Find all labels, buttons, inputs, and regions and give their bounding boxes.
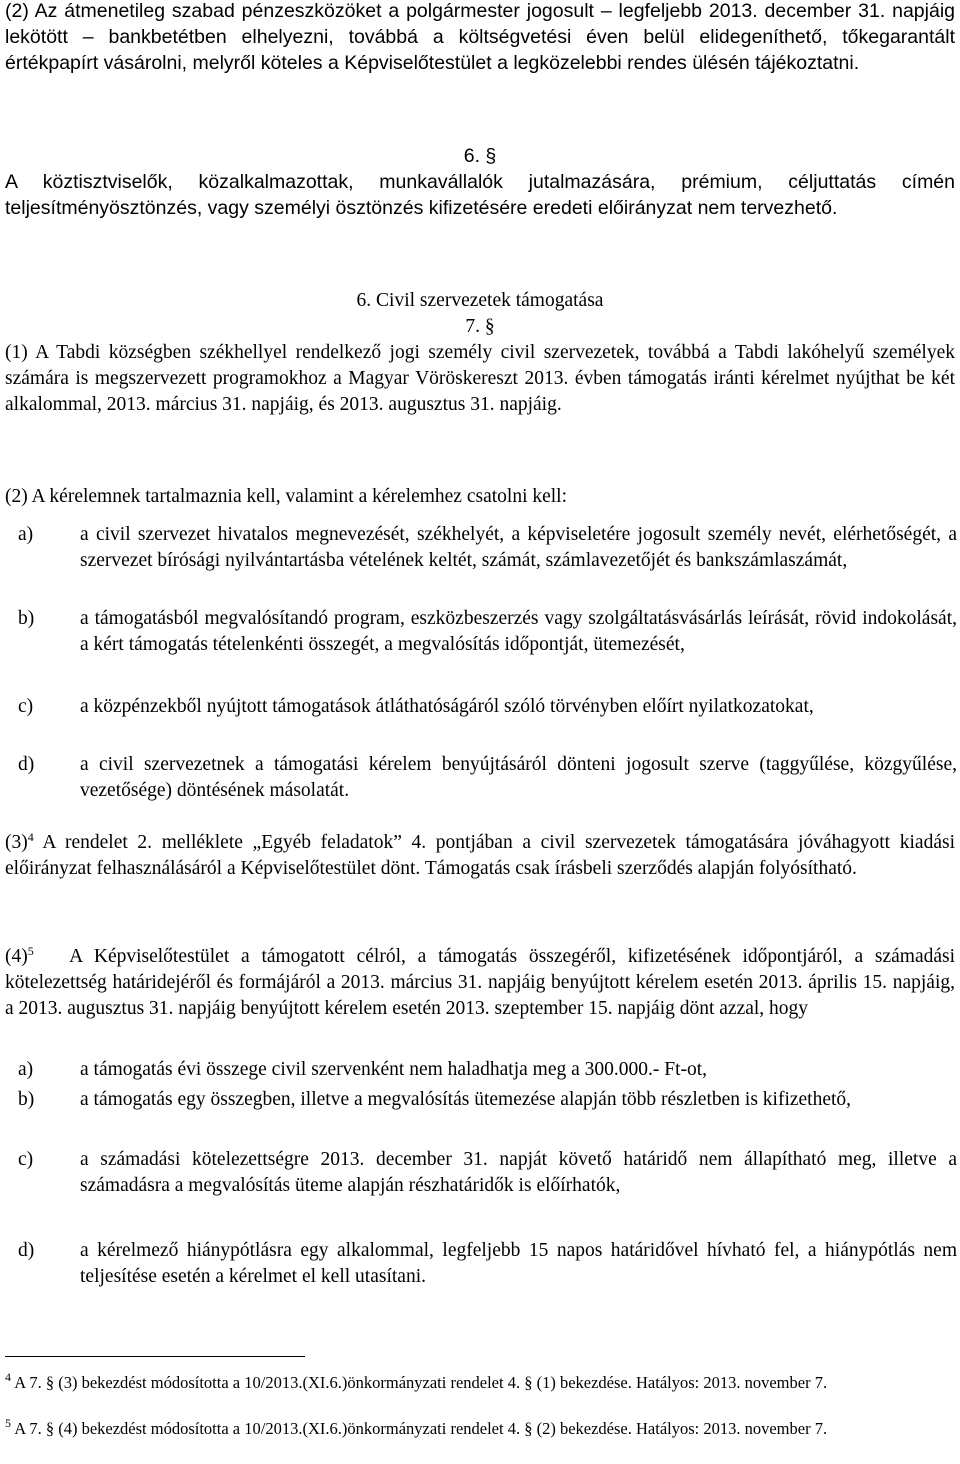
footnote-number: 5 [5, 1416, 11, 1430]
footnote-ref[interactable]: 5 [27, 944, 34, 958]
paragraph-number: (4) [5, 946, 28, 967]
paragraph-text: A Képviselőtestület a támogatott célról, a támogatás összegéről, kifizetésének időpontjáról, a számadási kötelezettség határidejéről és formájáról a 2013. március 31. napjáig benyújtott kérelem esetén 2013. április 15. napjáig, a 2013. augusztus 31. napjáig benyújtott kérelem esetén 2013. szeptember 15. napjáig dönt azzal, hogy [5, 946, 956, 1019]
section6-paragraph: A köztisztviselők, közalkalmazottak, munkavállalók jutalmazására, prémium, céljuttatás címén teljesítményösztönzés, vagy személyi ösztönzés kifizetésére eredeti előirányzat nem tervezhető. [5, 171, 955, 219]
footnote-text: A 7. § (3) bekezdést módosította a 10/2013.(XI.6.)önkormányzati rendelet 4. § (1) bekezdése. Hatályos: 2013. november 7. [14, 1373, 828, 1392]
list-item-text: a civil szervezetnek a támogatási kérelem benyújtásáról dönteni jogosult szerve (taggyűlése, közgyűlése, vezetősége) döntésének másolatát. [80, 754, 957, 801]
list-item-label: a) [18, 524, 34, 545]
section6-heading: 6. § [463, 145, 497, 167]
section7-paragraph-2-intro: (2) A kérelemnek tartalmaznia kell, valamint a kérelemhez csatolni kell: [5, 486, 568, 507]
list-item-label: c) [18, 1149, 34, 1170]
list-item-text: a támogatásból megvalósítandó program, eszközbeszerzés vagy szolgáltatásvásárlás leírását, rövid indokolását, a kért támogatás tételenkénti összegét, a megvalósítás időpontját, ütemezését, [80, 608, 957, 655]
list-item-label: d) [18, 754, 35, 775]
list-item-label: b) [18, 608, 35, 629]
section7-paragraph-1: (1) A Tabdi községben székhellyel rendelkező jogi személy civil szervezetek, továbbá a Tabdi lakóhelyű személyek számára is megszervezett programokhoz a Magyar Vöröskereszt 2013. évben támogatás iránti kérelmet nyújthat be két alkalommal, 2013. március 31. napjáig, és 2013. augusztus 31. napjáig. [5, 342, 955, 415]
section7-paragraph-4 [5, 944, 955, 1022]
list-item-label: a) [18, 1059, 34, 1080]
footnote-divider [5, 1356, 305, 1357]
paragraph-number: (3) [5, 832, 28, 853]
list-item-text: a támogatás egy összegben, illetve a megvalósítás ütemezése alapján több részletben is kifizethető, [80, 1089, 852, 1110]
list-item-text: a kérelmező hiánypótlásra egy alkalommal, legfeljebb 15 napos határidővel hívható fel, a hiánypótlás nem teljesítése esetén a kérelmet el kell utasítani. [80, 1240, 957, 1287]
list-item-label: c) [18, 696, 34, 717]
section7-heading: 7. § [465, 316, 495, 337]
list-item-text: a támogatás évi összege civil szervenként nem haladhatja meg a 300.000.- Ft-ot, [80, 1059, 708, 1080]
section5-paragraph-2: (2) Az átmenetileg szabad pénzeszközöket a polgármester jogosult – legfeljebb 2013. december 31. napjáig lekötött – bankbetétben elhelyezni, továbbá a költségvetési éven belül elidegeníthető, tőkegarantált értékpapírt vásárolni, melyről köteles a Képviselőtestület a legközelebbi rendes ülésén tájékoztatni. [5, 0, 955, 74]
footnote-number: 4 [5, 1370, 11, 1384]
paragraph-text: A rendelet 2. melléklete „Egyéb feladatok” 4. pontjában a civil szervezetek támogatására jóváhagyott kiadási előirányzat felhasználásáról a Képviselőtestület dönt. Támogatás csak írásbeli szerződés alapján folyósítható. [5, 832, 955, 879]
footnote [5, 1372, 955, 1394]
section7-paragraph-3 [5, 830, 955, 882]
list-item-label: b) [18, 1089, 35, 1110]
list-item-text: a civil szervezet hivatalos megnevezését, székhelyét, a képviseletére jogosult személy nevét, elérhetőségét, a szervezet bírósági nyilvántartásba vételének keltét, számát, számlavezetőjét és bankszámlaszámát, [80, 524, 957, 571]
list-item-text: a számadási kötelezettségre 2013. december 31. napját követő határidő nem állapítható meg, illetve a számadásra a megvalósítás üteme alapján részhatáridők is előírhatók, [80, 1149, 957, 1196]
list-item-label: d) [18, 1240, 35, 1261]
chapter6-title: 6. Civil szervezetek támogatása [356, 290, 604, 311]
footnote [5, 1418, 955, 1440]
list-item-text: a közpénzekből nyújtott támogatások átláthatóságáról szóló törvényben előírt nyilatkozatokat, [80, 696, 814, 717]
footnote-text: A 7. § (4) bekezdést módosította a 10/2013.(XI.6.)önkormányzati rendelet 4. § (2) bekezdése. Hatályos: 2013. november 7. [14, 1419, 828, 1438]
footnote-ref[interactable]: 4 [27, 830, 34, 844]
